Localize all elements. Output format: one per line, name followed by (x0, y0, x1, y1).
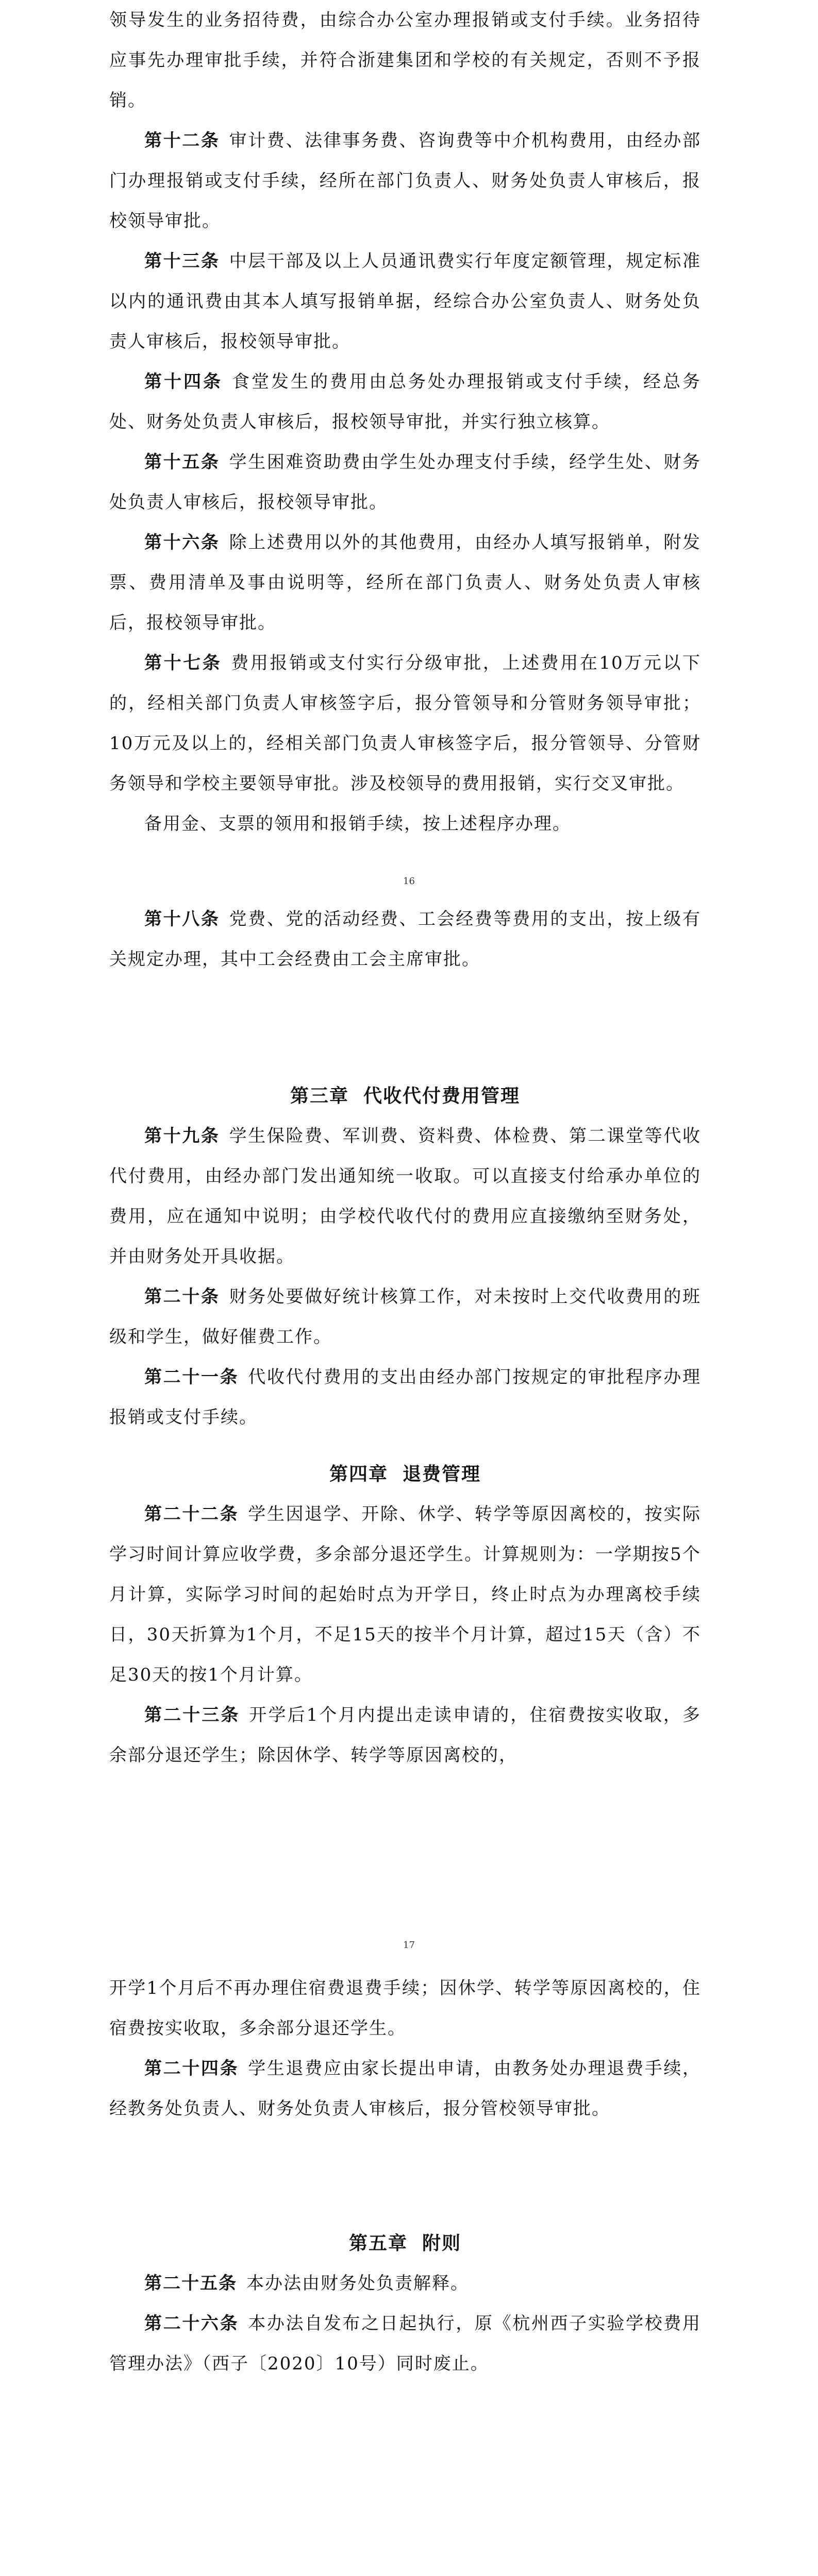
paragraph (109, 2048, 701, 2129)
article-number: 第二十五条 (144, 2273, 237, 2294)
article-text: 费用报销或支付实行分级审批，上述费用在10万元以下的，经相关部门负责人审核签字后，报分管领导和分管财务领导审批；10万元及以上的，经相关部门负责人审核签字后，报分管领导、分管财务领导和学校主要领导审批。涉及校领导的费用报销，实行交叉审批。 (109, 653, 702, 794)
article-text: 审计费、法律事务费、咨询费等中介机构费用，由经办部门办理报销或支付手续，经所在部门负责人、财务处负责人审核后，报校领导审批。 (109, 130, 702, 231)
page-number-17: 17 (403, 1940, 415, 1951)
article-text: 本办法自发布之日起执行，原《杭州西子实验学校费用管理办法》（西子〔2020〕10号）同时废止。 (109, 2313, 702, 2374)
article-text: 食堂发生的费用由总务处办理报销或支付手续，经总务处、财务处负责人审核后，报校领导审批，并实行独立核算。 (109, 371, 701, 432)
paragraph (109, 2303, 701, 2384)
paragraph (109, 522, 701, 643)
paragraph (109, 2263, 701, 2303)
paragraph (109, 0, 701, 121)
chapter-5-heading: 第五章 附则 (348, 2232, 462, 2254)
paragraph (109, 1968, 701, 2048)
section-party-fees (109, 899, 701, 979)
article-text: 学生退费应由家长提出申请，由教务处办理退费手续，经教务处负责人、财务处负责人审核后，报分管校领导审批。 (109, 2058, 702, 2119)
article-number: 第十五条 (144, 452, 220, 472)
article-text: 除上述费用以外的其他费用，由经办人填写报销单，附发票、费用清单及事由说明等，经所在部门负责人、财务处负责人审核后，报校领导审批。 (109, 532, 702, 633)
paragraph (109, 362, 701, 442)
article-number: 第二十二条 (144, 1504, 239, 1524)
paragraph (109, 442, 701, 522)
article-text: 党费、党的活动经费、工会经费等费用的支出，按上级有关规定办理，其中工会经费由工会主席审批。 (109, 909, 702, 970)
chapter-4-heading: 第四章 退费管理 (329, 1463, 481, 1485)
article-text: 学生困难资助费由学生处办理支付手续，经学生处、财务处负责人审核后，报校领导审批。 (109, 452, 702, 513)
paragraph (109, 241, 701, 362)
article-text: 中层干部及以上人员通讯费实行年度定额管理，规定标准以内的通讯费由其本人填写报销单据，经综合办公室负责人、财务处负责人审核后，报校领导审批。 (109, 251, 702, 352)
article-number: 第十六条 (144, 532, 220, 553)
article-number: 第十四条 (144, 371, 223, 392)
article-number: 第十三条 (144, 251, 220, 272)
section-supplementary (109, 2263, 701, 2384)
page-number-16: 16 (403, 876, 415, 887)
article-text: 财务处要做好统计核算工作，对未按时上交代收费用的班级和学生，做好催费工作。 (109, 1286, 702, 1347)
article-number: 第十八条 (144, 909, 220, 929)
paragraph (109, 899, 701, 979)
section-expenses-approval (109, 0, 701, 844)
article-number: 第二十一条 (144, 1367, 239, 1387)
section-refund-cont (109, 1968, 701, 2129)
paragraph (109, 643, 701, 804)
paragraph (109, 1494, 701, 1695)
article-text: 开学后1个月内提出走读申请的，住宿费按实收取，多余部分退还学生；除因休学、转学等原因离校的， (109, 1705, 701, 1766)
paragraph (109, 121, 701, 241)
article-text: 备用金、支票的领用和报销手续，按上述程序办理。 (144, 814, 571, 834)
article-number: 第二十三条 (144, 1705, 240, 1725)
article-text: 学生保险费、军训费、资料费、体检费、第二课堂等代收代付费用，由经办部门发出通知统一收取。可以直接支付给承办单位的费用，应在通知中说明；由学校代收代付的费用应直接缴纳至财务处，并由财务处开具收据。 (109, 1126, 702, 1267)
article-text: 代收代付费用的支出由经办部门按规定的审批程序办理报销或支付手续。 (109, 1367, 702, 1428)
article-number: 第十二条 (144, 130, 220, 151)
paragraph (109, 1357, 701, 1437)
article-number: 第二十条 (144, 1286, 220, 1307)
section-collection-payment (109, 1116, 701, 1437)
article-text: 本办法由财务处负责解释。 (246, 2273, 469, 2294)
article-number: 第十九条 (144, 1126, 220, 1146)
article-text: 开学1个月后不再办理住宿费退费手续；因休学、转学等原因离校的，住宿费按实收取，多余部分退还学生。 (109, 1978, 701, 2039)
article-number: 第十七条 (144, 653, 222, 673)
paragraph (109, 1116, 701, 1277)
article-number: 第二十四条 (144, 2058, 239, 2079)
chapter-3-heading: 第三章 代收代付费用管理 (290, 1085, 521, 1107)
paragraph (109, 1695, 701, 1775)
article-text: 学生因退学、开除、休学、转学等原因离校的，按实际学习时间计算应收学费，多余部分退还学生。计算规则为：一学期按5个月计算，实际学习时间的起始时点为开学日，终止时点为办理离校手续日，30天折算为1个月，不足15天的按半个月计算，超过15天（含）不足30天的按1个月计算。 (109, 1504, 702, 1685)
section-refund (109, 1494, 701, 1775)
article-number: 第二十六条 (144, 2313, 239, 2334)
paragraph (109, 804, 701, 844)
article-text: 领导发生的业务招待费，由综合办公室办理报销或支付手续。业务招待应事先办理审批手续，并符合浙建集团和学校的有关规定，否则不予报销。 (109, 10, 701, 111)
paragraph (109, 1277, 701, 1357)
